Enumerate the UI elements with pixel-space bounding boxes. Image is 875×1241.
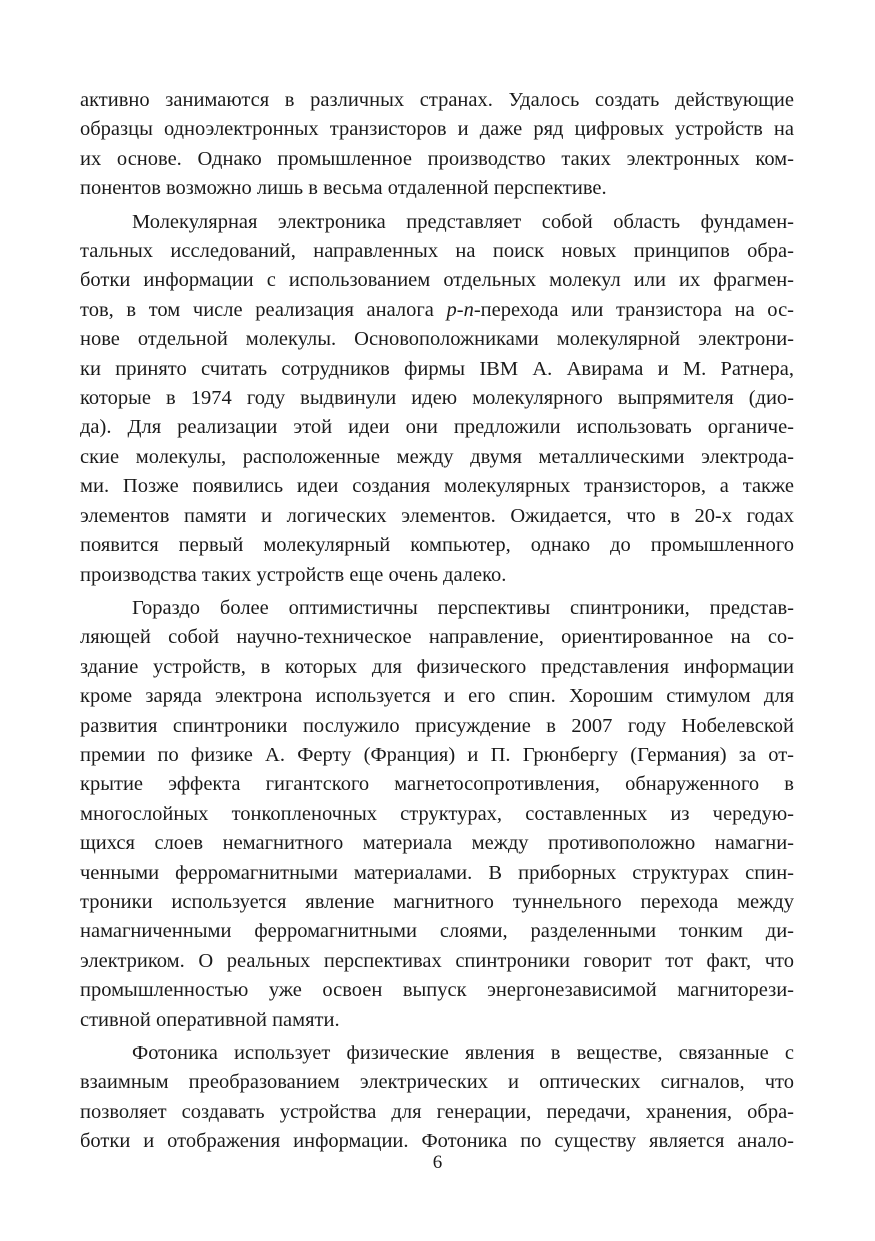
text-line: производства таких устройств еще очень далеко. <box>80 563 507 586</box>
text-line: тов, в том числе реализация аналога p-n-перехода или транзистора на ос- <box>80 298 794 321</box>
text-line: электриком. О реальных перспективах спинтроники говорит тот факт, что <box>80 949 794 972</box>
text-line: Молекулярная электроника представляет собой область фундамен- <box>132 210 794 233</box>
text-line: образцы одноэлектронных транзисторов и даже ряд цифровых устройств на <box>80 118 794 141</box>
text-line: развития спинтроники послужило присуждение в 2007 году Нобелевской <box>80 714 794 737</box>
paragraph <box>80 594 794 1035</box>
paragraph <box>80 1039 794 1157</box>
text-line: да). Для реализации этой идеи они предложили использовать органиче- <box>80 416 794 439</box>
paragraph <box>80 208 794 590</box>
text-line: промышленностью уже освоен выпуск энергонезависимой магниторези- <box>80 979 794 1002</box>
text-line: элементов памяти и логических элементов. Ожидается, что в 20-х годах <box>80 504 794 527</box>
text-line: взаимным преобразованием электрических и оптических сигналов, что <box>80 1071 794 1094</box>
text-line: крытие эффекта гигантского магнетосопротивления, обнаруженного в <box>80 773 794 796</box>
text-line: Гораздо более оптимистичны перспективы спинтроники, представ- <box>132 596 794 619</box>
paragraph <box>80 86 794 204</box>
text-line: активно занимаются в различных странах. Удалось создать действующие <box>80 89 794 111</box>
page-number: 6 <box>432 1152 443 1173</box>
text-line: ляющей собой научно-техническое направление, ориентированное на со- <box>80 626 794 649</box>
text-line: их основе. Однако промышленное производство таких электронных ком- <box>80 147 794 170</box>
text-line: ботки и отображения информации. Фотоника по существу является анало- <box>80 1130 794 1153</box>
text-line: ки принято считать сотрудников фирмы IBM А. Авирама и М. Ратнера, <box>80 357 794 380</box>
text-line: ченными ферромагнитными материалами. В приборных структурах спин- <box>80 861 794 884</box>
text-line: премии по физике А. Ферту (Франция) и П. Грюнбергу (Германия) за от- <box>80 743 794 766</box>
text-line: троники используется явление магнитного туннельного перехода между <box>80 890 794 913</box>
text-line: щихся слоев немагнитного материала между противоположно намагни- <box>80 832 794 855</box>
text-line: тальных исследований, направленных на поиск новых принципов обра- <box>80 240 794 263</box>
text-line: ские молекулы, расположенные между двумя металлическими электрода- <box>80 445 794 468</box>
text-line: появится первый молекулярный компьютер, однако до промышленного <box>80 534 794 557</box>
text-line: намагниченными ферромагнитными слоями, разделенными тонким ди- <box>80 920 794 943</box>
text-line: ми. Позже появились идеи создания молекулярных транзисторов, а также <box>80 475 794 498</box>
text-line: здание устройств, в которых для физического представления информации <box>80 655 794 678</box>
text-line: понентов возможно лишь в весьма отдаленной перспективе. <box>80 177 607 200</box>
body-text <box>80 86 794 1157</box>
text-line: нове отдельной молекулы. Основоположниками молекулярной электрони- <box>80 328 794 351</box>
text-line: которые в 1974 году выдвинули идею молекулярного выпрямителя (дио- <box>80 387 794 410</box>
text-line: многослойных тонкопленочных структурах, составленных из чередую- <box>80 802 794 825</box>
text-line: стивной оперативной памяти. <box>80 1008 340 1031</box>
text-line: кроме заряда электрона используется и его спин. Хорошим стимулом для <box>80 685 794 708</box>
text-line: позволяет создавать устройства для генерации, передачи, хранения, обра- <box>80 1100 794 1123</box>
text-line: ботки информации с использованием отдельных молекул или их фрагмен- <box>80 269 794 292</box>
text-line: Фотоника использует физические явления в веществе, связанные с <box>132 1042 794 1064</box>
